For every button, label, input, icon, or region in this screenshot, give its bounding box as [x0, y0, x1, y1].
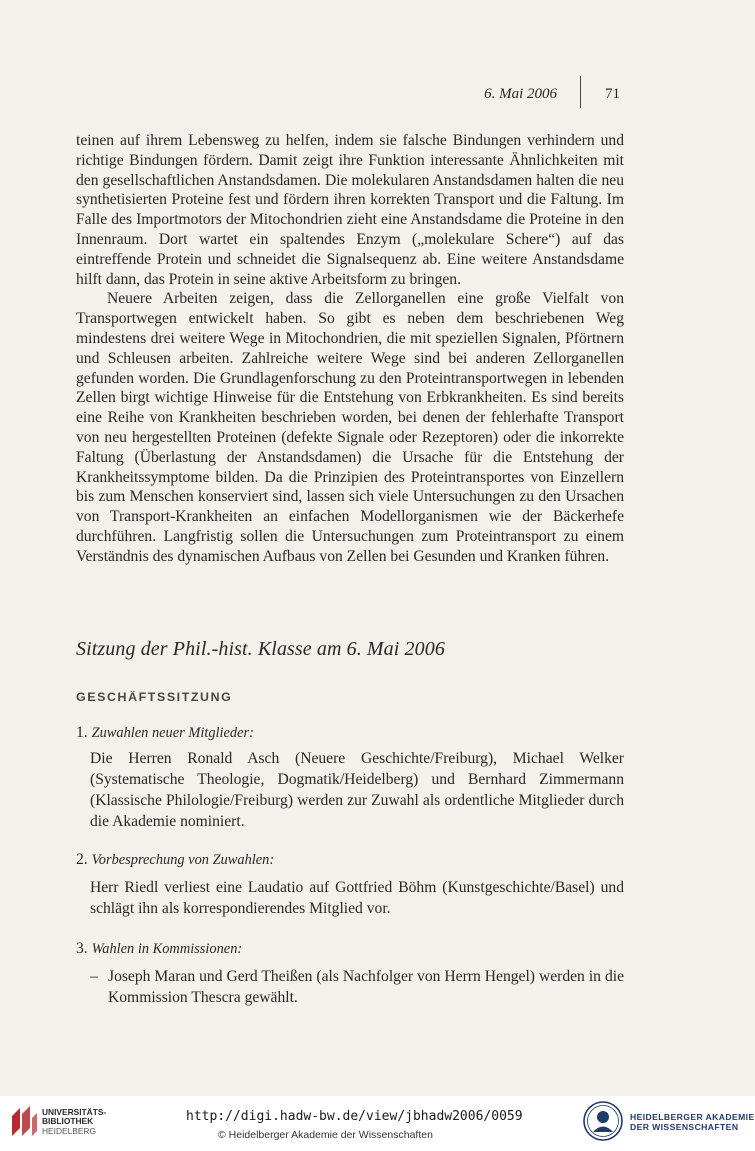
agenda-item-number: 3.: [76, 940, 88, 957]
agenda-item-text: Joseph Maran und Gerd Theißen (als Nachfolger von Herrn Hengel) werden in die Kommission Thescra gewählt.: [108, 968, 624, 1006]
library-logo-icon: [10, 1104, 38, 1138]
paragraph: Neuere Arbeiten zeigen, dass die Zellorganellen eine große Vielfalt von Transportwegen entwickelt haben. So gibt es neben dem beschriebenen Weg mindestens drei weitere Wege in Mitochondrien, die mit speziellen Signalen, Pförtnern und Schleusen arbeiten. Zahlreiche weitere Wege sind bei anderen Zellorganellen gefunden worden. Die Grundlagenforschung zu den Proteintransportwegen in lebenden Zellen birgt wichtige Hinweise für die Entstehung von Erbkrankheiten. Es sind bereits eine Reihe von Krankheiten beschrieben worden, bei denen der fehlerhafte Transport von neu hergestellten Proteinen (defekte Signale oder Rezeptoren) oder die inkorrekte Faltung (Überlastung der Anstandsdamen) die Ursache für die Entstehung der Krankheitssymptome bilden. Da die Prinzipien des Proteintransportes von Einzellern bis zum Menschen konserviert sind, lassen sich viele Untersuchungen zu den Ursachen von Transport-Krankheiten an einfachen Modellorganismen wie der Bäckerhefe durchführen. Langfristig sollen die Untersuchungen zum Proteintransport zu einem Verständnis des dynamischen Aufbaus von Zellen bei Gesunden und Kranken führen.: [76, 290, 624, 565]
agenda-item-title: Wahlen in Kommissionen:: [91, 941, 243, 957]
footer-bar: [0, 1096, 755, 1151]
permalink-url[interactable]: http://digi.hadw-bw.de/view/jbhadw2006/0059: [186, 1109, 523, 1124]
academy-name: [630, 1112, 755, 1132]
agenda-item-label: [76, 851, 274, 869]
list-dash: –: [90, 968, 98, 985]
agenda-item-text: Die Herren Ronald Asch (Neuere Geschichte/Freiburg), Michael Welker (Systematische Theologie, Dogmatik/Heidelberg) und Bernhard Zimmermann (Klassische Philologie/Freiburg) werden zur Zuwahl als ordentliche Mitglieder durch die Akademie nominiert.: [90, 750, 624, 830]
page-number: 71: [605, 86, 620, 102]
agenda-item-number: 2.: [76, 851, 88, 868]
library-name-line: BIBLIOTHEK: [42, 1116, 94, 1127]
agenda-item-label: [76, 724, 254, 742]
academy-name-line: DER WISSENSCHAFTEN: [630, 1122, 739, 1132]
agenda-item-title: Zuwahlen neuer Mitglieder:: [91, 725, 254, 741]
paragraph: teinen auf ihrem Lebensweg zu helfen, indem sie falsche Bindungen verhindern und richtige Bindungen fördern. Damit zeigt ihre Funktion interessante Ähnlichkeiten mit den gesellschaftlichen Anstandsdamen. Die molekularen Anstandsdamen halten die neu synthetisierten Proteine fest und fördern ihren korrekten Transport und die Faltung. Im Falle des Importmotors der Mitochondrien zieht eine Anstandsdame die Proteine in den Innenraum. Dort wartet ein spaltendes Enzym („molekulare Schere“) auf das eintreffende Protein und schneidet die Signalsequenz ab. Eine weitere Anstandsdame hilft dann, das Protein in seine aktive Arbeitsform zu bringen.: [76, 132, 624, 288]
running-head-date: 6. Mai 2006: [484, 86, 557, 102]
library-name-line: HEIDELBERG: [42, 1125, 96, 1136]
agenda-item-label: [76, 940, 242, 958]
academy-name-line: HEIDELBERGER AKADEMIE: [630, 1112, 755, 1122]
agenda-item-text: Herr Riedl verliest eine Laudatio auf Gottfried Böhm (Kunstgeschichte/Basel) und schlägt ihn als korrespondierendes Mitglied vor.: [90, 879, 624, 917]
library-name-line: UNIVERSITÄTS-: [42, 1107, 107, 1117]
section-heading: Sitzung der Phil.-hist. Klasse am 6. Mai 2006: [76, 638, 445, 660]
agenda-item-number: 1.: [76, 724, 88, 741]
agenda-item-title: Vorbesprechung von Zuwahlen:: [91, 852, 275, 868]
library-name: [42, 1108, 106, 1136]
running-head-divider: [580, 76, 581, 108]
subsection-heading: GESCHÄFTSSITZUNG: [76, 690, 233, 704]
body-text: [76, 131, 624, 567]
running-head: [0, 86, 755, 106]
agenda-list-item: [90, 966, 624, 1008]
copyright-notice: © Heidelberger Akademie der Wissenschaften: [218, 1129, 433, 1141]
academy-seal-icon: [583, 1101, 623, 1141]
